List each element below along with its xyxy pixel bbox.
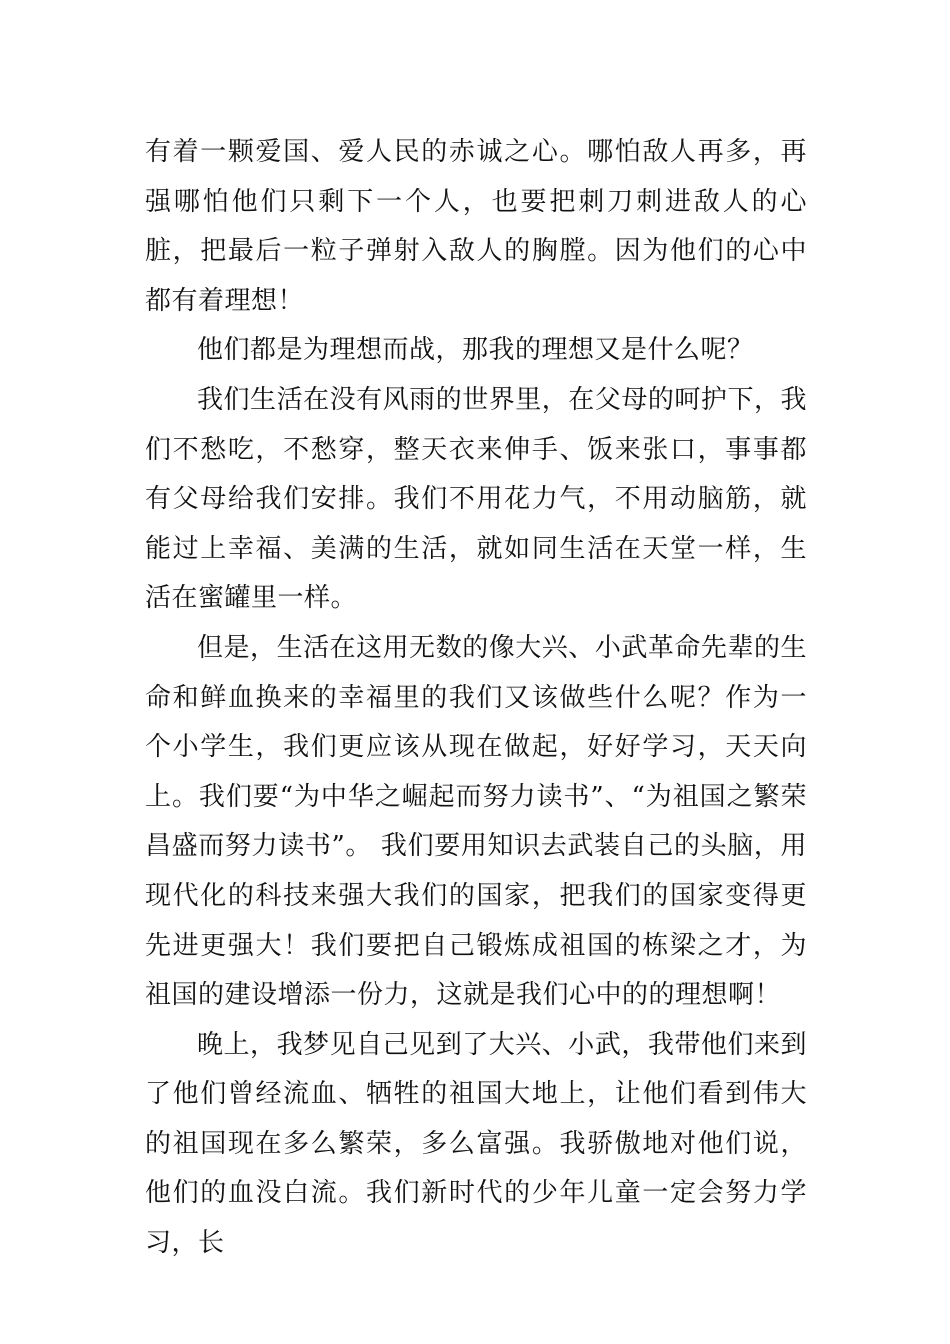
paragraph-question: 他们都是为理想而战，那我的理想又是什么呢？ xyxy=(197,335,754,366)
paragraph-life: 我们生活在没有风雨的世界里，在父母的呵护下，我们不愁吃，不愁穿，整天衣来伸手、饭来张口，事事都有父母给我们安排。我们不用花力气，不用动脑筋，就能过上幸福、美满的生活，就如同生活在天堂一样，生活在蜜罐里一样。 xyxy=(145,384,807,614)
paragraph-continued: 有着一颗爱国、爱人民的赤诚之心。哪怕敌人再多，再强哪怕他们只剩下一个人，也要把刺刀刺进敌人的心脏，把最后一粒子弹射入敌人的胸膛。因为他们的心中都有着理想！ xyxy=(145,137,807,316)
document-body xyxy=(145,128,807,1269)
paragraph-ideal: 但是，生活在这用无数的像大兴、小武革命先辈的生命和鲜血换来的幸福里的我们又该做些什么呢？作为一个小学生，我们更应该从现在做起，好好学习，天天向上。我们要“为中华之崛起而努力读书”、“为祖国之繁荣昌盛而努力读书”。 我们要用知识去武装自己的头脑，用现代化的科技来强大我们的国家，把我们的国家变得更先进更强大！我们要把自己锻炼成祖国的栋梁之才，为祖国的建设增添一份力，这就是我们心中的的理想啊！ xyxy=(145,632,807,1011)
paragraph-dream: 晚上，我梦见自己见到了大兴、小武，我带他们来到了他们曾经流血、牺牲的祖国大地上，让他们看到伟大的祖国现在多么繁荣，多么富强。我骄傲地对他们说，他们的血没白流。我们新时代的少年儿童一定会努力学习，长 xyxy=(145,1029,807,1259)
